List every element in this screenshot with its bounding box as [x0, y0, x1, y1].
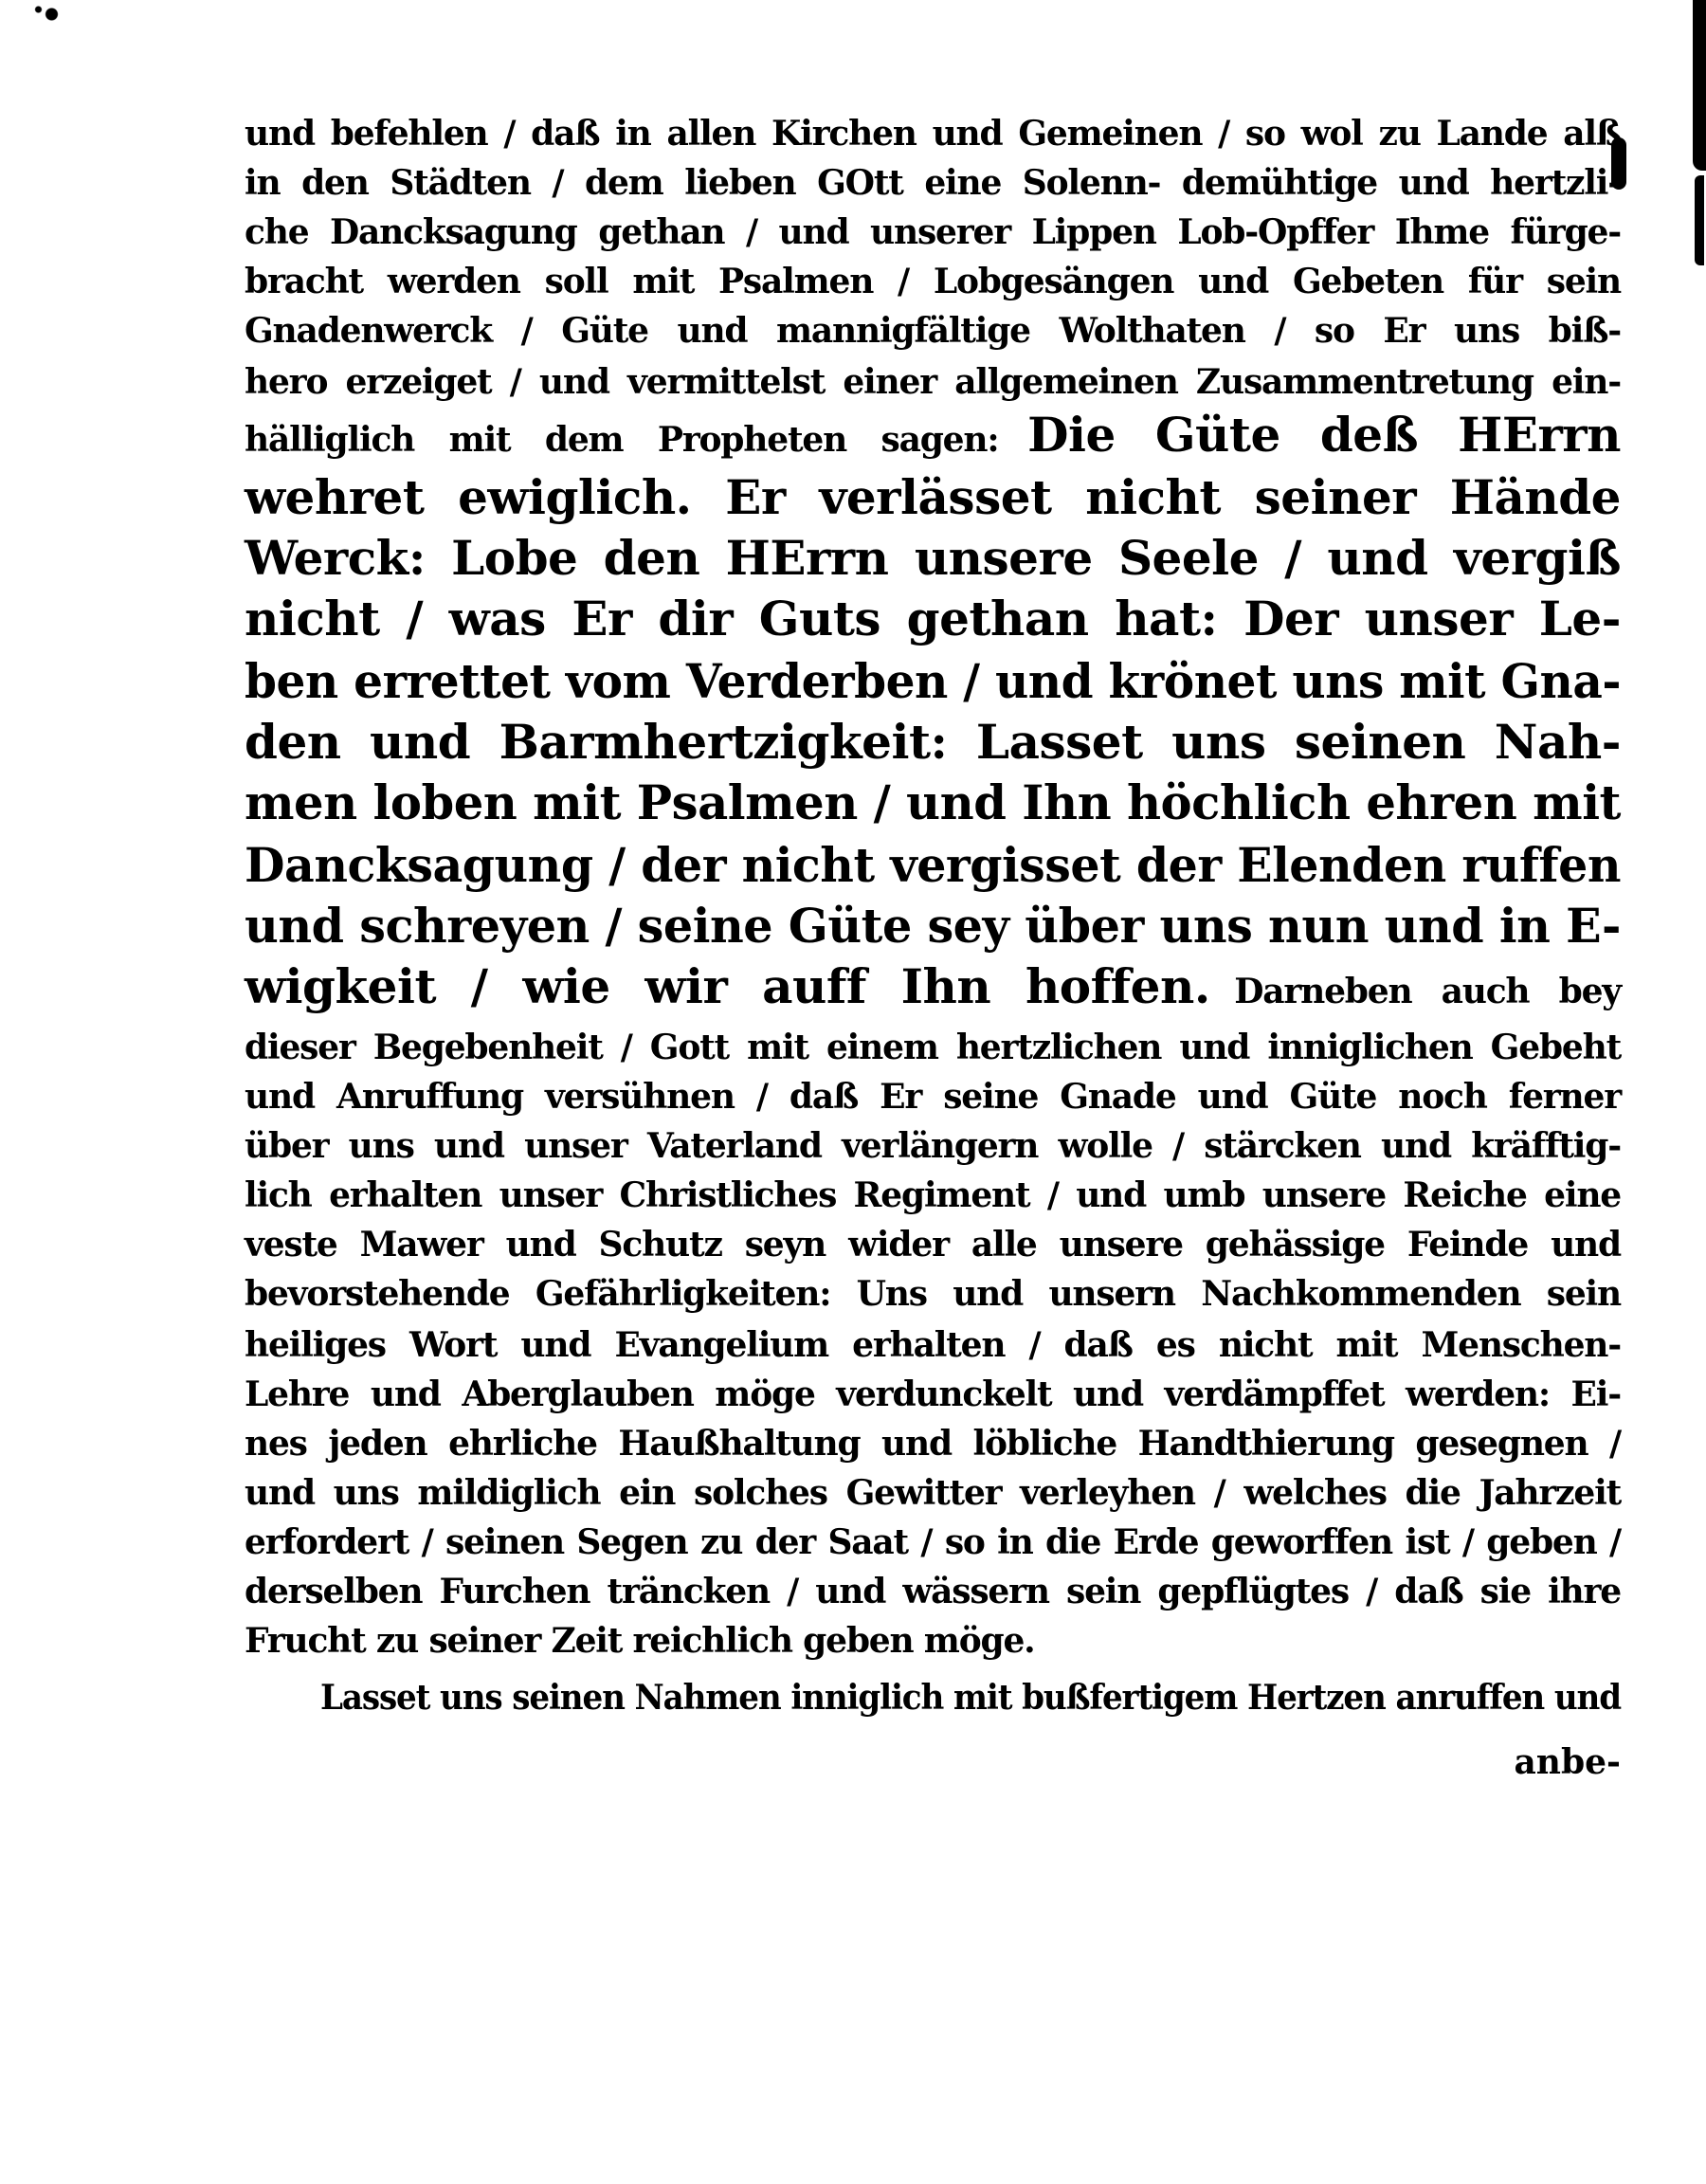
text-line: dieser Begebenheit / Gott mit einem hertzlichen und inniglichen Gebeht	[245, 1028, 1621, 1067]
text-run-large: wigkeit / wie wir auff Ihn hoffen.	[245, 958, 1210, 1014]
text-line-paragraph-end: Frucht zu seiner Zeit reichlich geben möge.	[245, 1621, 1035, 1661]
text-line: nes jeden ehrliche Haußhaltung und löbliche Handthierung gesegnen /	[245, 1424, 1621, 1464]
text-line-large: den und Barmhertzigkeit: Lasset uns seinen Nah-	[245, 714, 1621, 770]
text-line-large: und schreyen / seine Güte sey über uns nun und in E-	[245, 898, 1621, 954]
text-line: bracht werden soll mit Psalmen / Lobgesängen und Gebeten für sein	[245, 262, 1621, 301]
scan-artifact-top-left	[28, 0, 62, 24]
text-line: che Dancksagung gethan / und unserer Lippen Lob-Opffer Ihme fürge-	[245, 212, 1621, 252]
text-line: Gnadenwerck / Güte und mannigfältige Wolthaten / so Er uns biß-	[245, 311, 1621, 351]
text-line-large: ben errettet vom Verderben / und krönet uns mit Gna-	[245, 653, 1621, 709]
text-line-large: Dancksagung / der nicht vergisset der Elenden ruffen	[245, 837, 1621, 893]
text-run-small: hälliglich mit dem Propheten sagen:	[245, 420, 999, 460]
text-line: heiliges Wort und Evangelium erhalten / daß es nicht mit Menschen-	[245, 1325, 1621, 1365]
text-line: und befehlen / daß in allen Kirchen und Gemeinen / so wol zu Lande alß	[245, 114, 1621, 154]
text-run-small: Darneben auch bey	[1234, 972, 1621, 1011]
text-line: über uns und unser Vaterland verlängern wolle / stärcken und kräfftig-	[245, 1126, 1621, 1166]
text-line: erfordert / seinen Segen zu der Saat / so in die Erde geworffen ist / geben /	[245, 1522, 1621, 1562]
text-line-large: wehret ewiglich. Er verlässet nicht seiner Hände	[245, 469, 1621, 525]
text-line: veste Mawer und Schutz seyn wider alle unsere gehässige Feinde und	[245, 1225, 1621, 1265]
text-line: derselben Furchen träncken / und wässern sein gepflügtes / daß sie ihre	[245, 1572, 1621, 1611]
text-run-large: Die Güte deß HErrn	[1027, 407, 1621, 463]
scan-artifact-right-edge-lower	[1695, 175, 1704, 265]
text-line-paragraph-start: Lasset uns seinen Nahmen inniglich mit bußfertigem Hertzen anruffen und	[320, 1678, 1621, 1718]
text-line: und uns mildiglich ein solches Gewitter verleyhen / welches die Jahrzeit	[245, 1473, 1621, 1513]
text-line-mixed	[245, 957, 1621, 1016]
text-line: bevorstehende Gefährligkeiten: Uns und unsern Nachkommenden sein	[245, 1274, 1621, 1314]
text-line: in den Städten / dem lieben GOtt eine Solenn- demühtige und hertzli-	[245, 163, 1621, 203]
scan-artifact-right-edge	[1693, 0, 1706, 171]
text-line-large: Werck: Lobe den HErrn unsere Seele / und vergiß	[245, 530, 1621, 586]
text-line: Lehre und Aberglauben möge verdunckelt und verdämpffet werden: Ei-	[245, 1374, 1621, 1414]
text-line-mixed	[245, 406, 1621, 464]
text-line: und Anruffung versühnen / daß Er seine Gnade und Güte noch ferner	[245, 1077, 1621, 1117]
text-line: lich erhalten unser Christliches Regiment / und umb unsere Reiche eine	[245, 1175, 1621, 1215]
text-line-large: men loben mit Psalmen / und Ihn höchlich ehren mit	[245, 774, 1621, 830]
catchword: anbe-	[1514, 1742, 1621, 1782]
text-line-large: nicht / was Er dir Guts gethan hat: Der unser Le-	[245, 591, 1621, 646]
text-line: hero erzeiget / und vermittelst einer allgemeinen Zusammentretung ein-	[245, 362, 1621, 402]
